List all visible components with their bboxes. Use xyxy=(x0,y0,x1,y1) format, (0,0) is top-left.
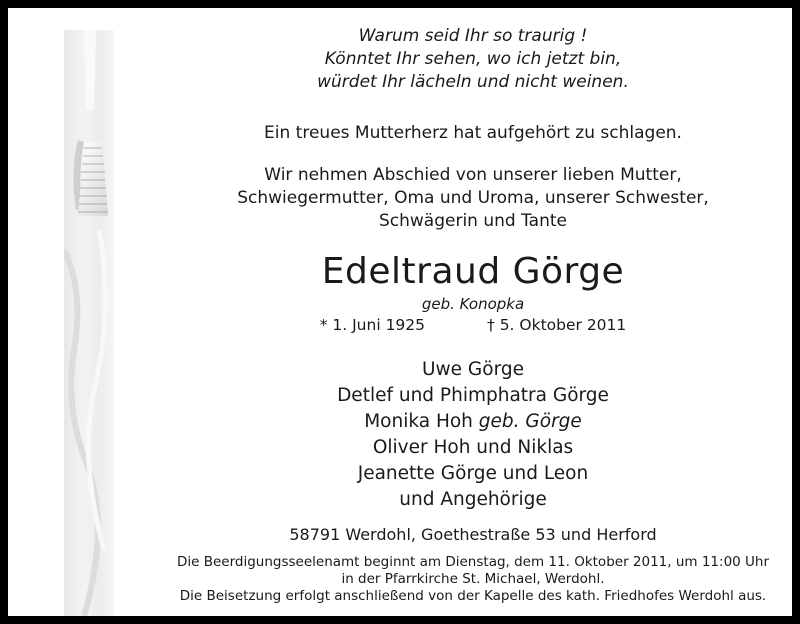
life-dates xyxy=(148,316,798,334)
family-nee-monika: geb. Görge xyxy=(478,411,582,432)
staircase-decoration xyxy=(64,30,114,616)
staircase-icon xyxy=(64,30,114,616)
intro-text: Ein treues Mutterherz hat aufgehört zu schlagen. xyxy=(264,123,682,143)
service-line-2: in der Pfarrkirche St. Michael, Werdohl. xyxy=(341,571,605,587)
maiden-name: geb. Konopka xyxy=(421,295,525,313)
deceased-name: Edeltraud Görge xyxy=(321,251,625,292)
poem-line-3: würdet Ihr lächeln und nicht weinen. xyxy=(317,72,629,92)
birth-date: * 1. Juni 1925 xyxy=(319,316,426,334)
service-line-1: Die Beerdigungsseelenamt beginnt am Dienstag, dem 11. Oktober 2011, um 11:00 Uhr xyxy=(176,554,770,570)
family-line-1: Uwe Görge xyxy=(422,359,524,380)
farewell-line-2: Schwiegermutter, Oma und Uroma, unserer Schwester, xyxy=(237,188,709,208)
family-name-monika: Monika Hoh xyxy=(364,411,473,432)
farewell-line-3: Schwägerin und Tante xyxy=(378,211,567,231)
farewell-line-1: Wir nehmen Abschied von unserer lieben Mutter, xyxy=(264,165,682,185)
family-line-3 xyxy=(148,411,798,432)
family-line-5: Jeanette Görge und Leon xyxy=(357,463,589,484)
family-line-2: Detlef und Phimphatra Görge xyxy=(337,385,609,406)
address: 58791 Werdohl, Goethestraße 53 und Herford xyxy=(289,525,657,544)
family-line-4: Oliver Hoh und Niklas xyxy=(372,437,574,458)
poem-line-2: Könntet Ihr sehen, wo ich jetzt bin, xyxy=(324,49,622,69)
death-date: † 5. Oktober 2011 xyxy=(487,316,627,334)
service-line-3: Die Beisetzung erfolgt anschließend von der Kapelle des kath. Friedhofes Werdohl aus. xyxy=(179,588,767,604)
family-line-6: und Angehörige xyxy=(399,489,547,510)
poem-line-1: Warum seid Ihr so traurig ! xyxy=(358,26,588,46)
